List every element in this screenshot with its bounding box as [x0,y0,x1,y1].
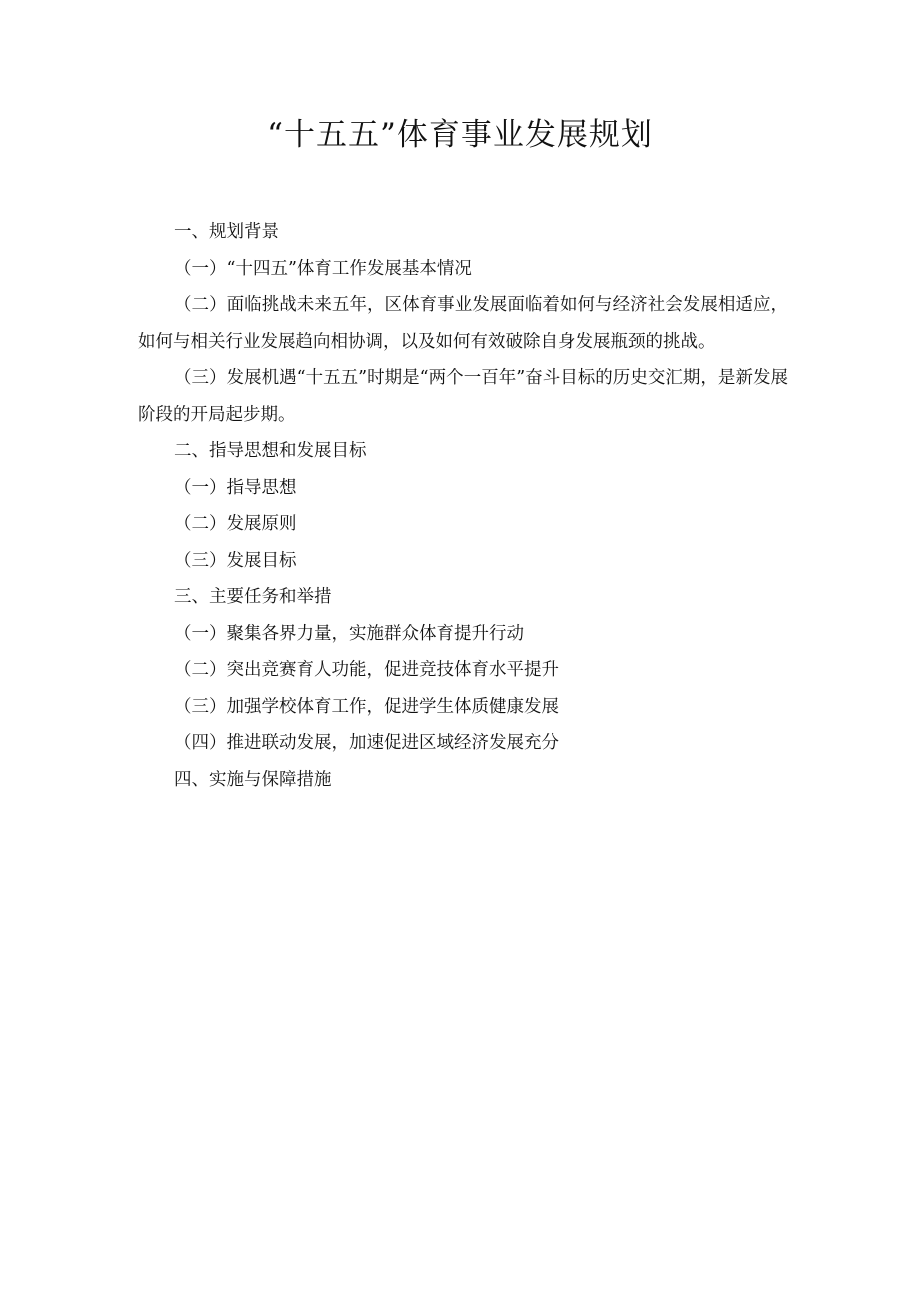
subsection-2-1: （一）指导思想 [174,477,297,498]
document-body [138,214,788,798]
subsection-2-3: （三）发展目标 [174,550,297,571]
subsection-2-2: （二）发展原则 [174,514,297,534]
subsection-1-1: （一）“十四五”体育工作发展基本情况 [174,258,472,279]
subsection-3-3: （三）加强学校体育工作，促进学生体质健康发展 [174,696,559,717]
subsection-1-3: （三）发展机遇“十五五”时期是“两个一百年”奋斗目标的历史交汇期，是新发展阶段的开局起步期。 [138,368,788,425]
subsection-3-1: （一）聚集各界力量，实施群众体育提升行动 [174,623,524,644]
subsection-3-4: （四）推进联动发展，加速促进区域经济发展充分 [174,733,559,753]
subsection-3-2: （二）突出竞赛育人功能，促进竞技体育水平提升 [174,660,559,680]
document-title: “十五五”体育事业发展规划 [267,117,653,153]
section-heading-4: 四、实施与保障措施 [174,769,332,790]
section-heading-2: 二、指导思想和发展目标 [174,441,367,461]
section-heading-3: 三、主要任务和举措 [174,587,332,607]
section-heading-1: 一、规划背景 [174,222,279,242]
subsection-1-2: （二）面临挑战未来五年，区体育事业发展面临着如何与经济社会发展相适应，如何与相关行业发展趋向相协调，以及如何有效破除自身发展瓶颈的挑战。 [138,295,788,352]
